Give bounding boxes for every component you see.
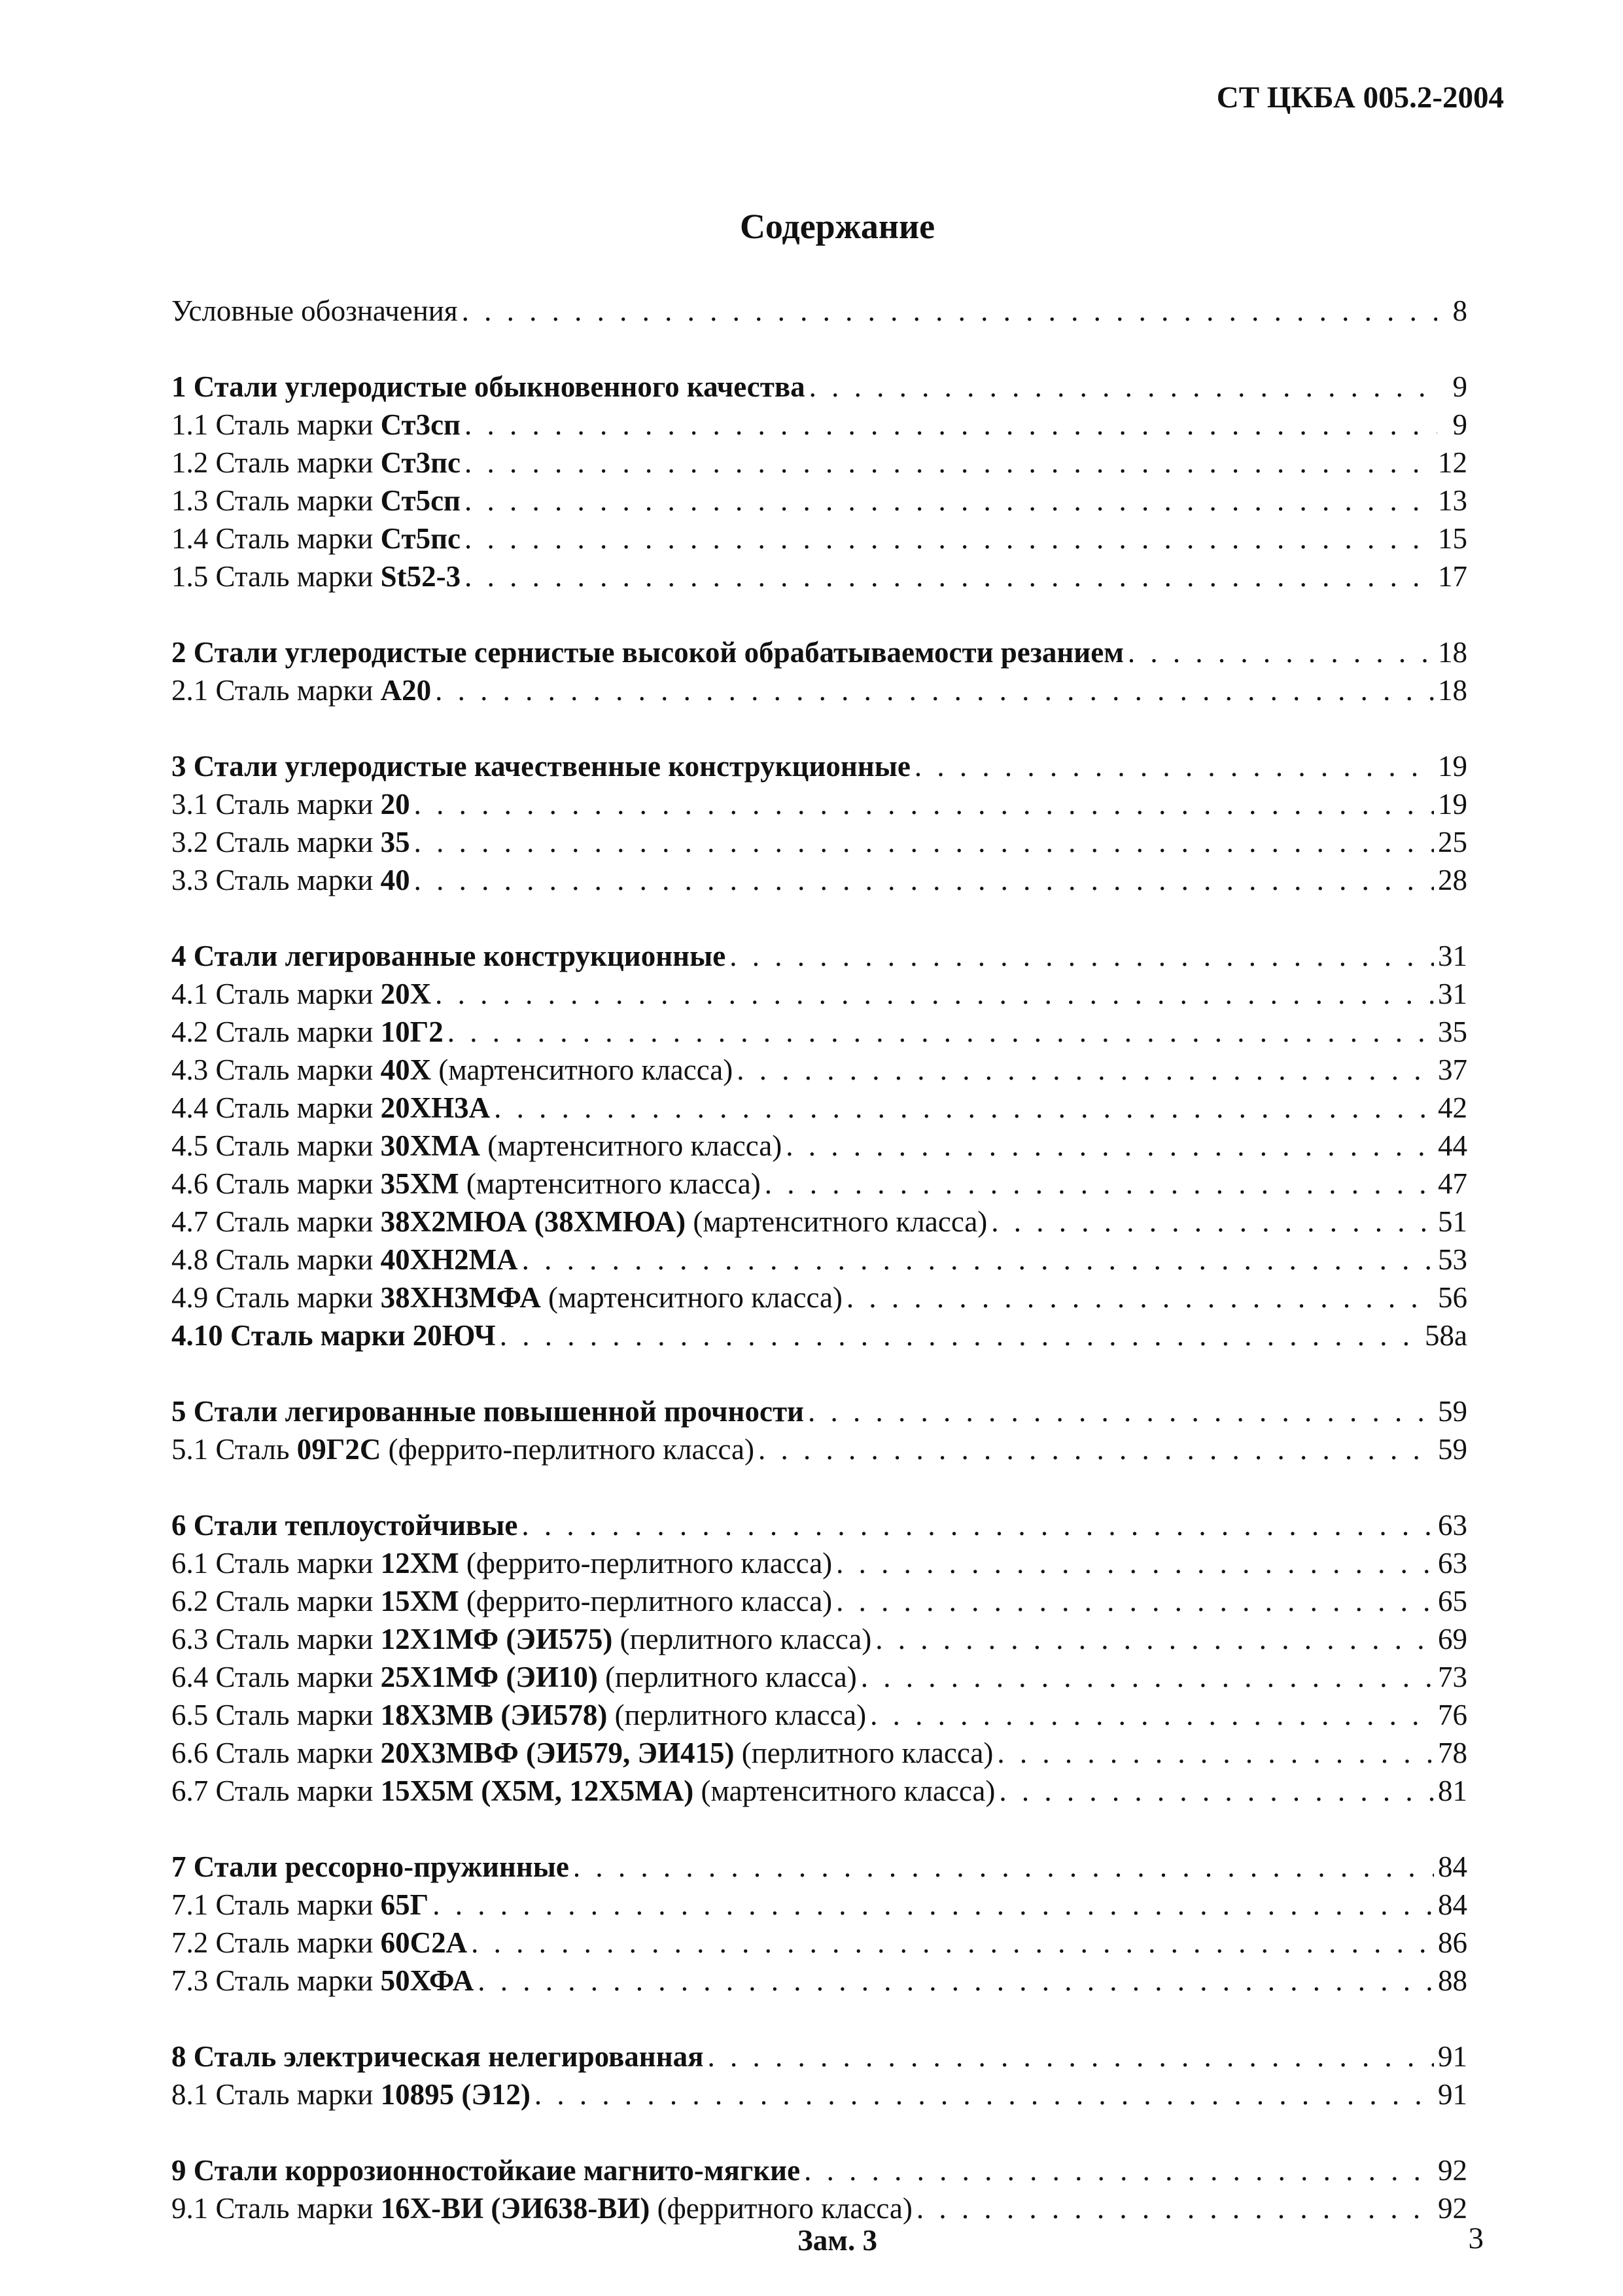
toc-entry-label bbox=[171, 1430, 754, 1468]
toc-entry[interactable] bbox=[171, 557, 1467, 595]
dot-leader bbox=[447, 1013, 1434, 1051]
toc-entry-grade: 15ХМ bbox=[380, 1585, 459, 1617]
dot-leader bbox=[836, 1582, 1434, 1620]
toc-page-number: 31 bbox=[1438, 940, 1467, 972]
toc-entry[interactable] bbox=[171, 1279, 1467, 1316]
toc-page-number: 37 bbox=[1438, 1053, 1467, 1086]
dot-leader bbox=[758, 1430, 1434, 1468]
toc-entry-grade: 38ХН3МФА bbox=[380, 1281, 541, 1314]
toc-page-number: 9 bbox=[1452, 408, 1467, 441]
toc-entry-grade: 10895 (Э12) bbox=[380, 2078, 531, 2111]
toc-page-number: 18 bbox=[1438, 636, 1467, 669]
toc-entry[interactable] bbox=[171, 1013, 1467, 1051]
toc-page-number: 25 bbox=[1438, 826, 1467, 858]
toc-entry-prefix: 8.1 Сталь марки bbox=[171, 2078, 381, 2111]
toc-entry[interactable] bbox=[171, 1658, 1467, 1696]
toc-entry-grade: 12Х1МФ (ЭИ575) bbox=[380, 1623, 613, 1655]
dot-leader bbox=[462, 292, 1437, 330]
toc-page-number: 88 bbox=[1438, 1964, 1467, 1997]
toc-entry-grade: 09Г2С bbox=[296, 1433, 381, 1466]
toc-entry-grade: 25Х1МФ (ЭИ10) bbox=[380, 1661, 598, 1693]
page-number: 3 bbox=[1468, 2221, 1484, 2255]
dot-leader bbox=[915, 747, 1434, 785]
toc-entry-label bbox=[171, 2189, 913, 2227]
toc-entry-grade: 10Г2 bbox=[380, 1016, 444, 1048]
toc-section-entry[interactable] bbox=[171, 633, 1467, 671]
dot-leader bbox=[464, 520, 1434, 557]
toc-section-entry[interactable] bbox=[171, 1848, 1467, 1886]
toc-entry[interactable] bbox=[171, 1962, 1467, 2000]
toc-page-number: 92 bbox=[1438, 2192, 1467, 2225]
toc-entry[interactable] bbox=[171, 1241, 1467, 1279]
dot-leader bbox=[414, 861, 1434, 899]
toc-page-number: 59 bbox=[1438, 1433, 1467, 1466]
toc-entry-suffix: (перлитного класса) bbox=[607, 1699, 867, 1731]
toc-entry[interactable] bbox=[171, 1165, 1467, 1203]
toc-entry-prefix: 6.1 Сталь марки bbox=[171, 1547, 381, 1580]
dot-leader bbox=[478, 1962, 1434, 2000]
toc-page-number: 78 bbox=[1438, 1737, 1467, 1769]
toc-entry-prefix: 1.1 Сталь марки bbox=[171, 408, 381, 441]
toc-entry-prefix: 6.6 Сталь марки bbox=[171, 1737, 381, 1769]
toc-section-entry[interactable] bbox=[171, 1392, 1467, 1430]
dot-leader bbox=[435, 671, 1434, 709]
dot-leader bbox=[836, 1544, 1434, 1582]
toc-page-number: 19 bbox=[1438, 788, 1467, 821]
dot-leader bbox=[521, 1506, 1434, 1544]
toc-entry-grade: 35ХМ bbox=[380, 1167, 459, 1200]
toc-page-number: 19 bbox=[1438, 750, 1467, 783]
toc-entry-label bbox=[171, 1127, 782, 1165]
toc-entry-prefix: 1.2 Сталь марки bbox=[171, 446, 381, 479]
toc-section-entry[interactable] bbox=[171, 747, 1467, 785]
dot-leader bbox=[573, 1848, 1434, 1886]
dot-leader bbox=[729, 937, 1434, 975]
toc-entry-grade: 38Х2МЮА (38ХМЮА) bbox=[380, 1205, 686, 1238]
toc-page-number: 91 bbox=[1438, 2040, 1467, 2073]
toc-entry-prefix: 7.1 Сталь марки bbox=[171, 1888, 381, 1921]
toc-entry-label bbox=[171, 1734, 993, 1772]
toc-entry-label bbox=[171, 2151, 800, 2189]
dot-leader bbox=[464, 557, 1434, 595]
toc-page-number: 12 bbox=[1438, 446, 1467, 479]
toc-entry-label bbox=[171, 444, 461, 482]
toc-entry-label bbox=[171, 1051, 733, 1089]
toc-entry-grade: 7 Стали рессорно-пружинные bbox=[171, 1850, 569, 1883]
toc-page-number: 8 bbox=[1452, 294, 1467, 327]
dot-leader bbox=[534, 2075, 1434, 2113]
toc-entry[interactable] bbox=[171, 1772, 1467, 1810]
toc-entry-grade: 4 Стали легированные конструкционные bbox=[171, 940, 726, 972]
dot-leader bbox=[414, 823, 1434, 861]
toc-page-number: 81 bbox=[1438, 1775, 1467, 1807]
dot-leader bbox=[500, 1316, 1421, 1354]
toc-entry-prefix: 3.2 Сталь марки bbox=[171, 826, 381, 858]
toc-entry-grade: 1 Стали углеродистые обыкновенного качества bbox=[171, 370, 805, 403]
toc-entry-label bbox=[171, 1962, 474, 2000]
toc-entry-prefix: 9.1 Сталь марки bbox=[171, 2192, 381, 2225]
toc-entry-label bbox=[171, 1241, 518, 1279]
toc-page-number: 17 bbox=[1438, 560, 1467, 593]
toc-entry-grade: Ст3пс bbox=[380, 446, 461, 479]
toc-entry-label bbox=[171, 975, 431, 1013]
toc-entry-grade: 35 bbox=[380, 826, 410, 858]
toc-entry-prefix: 4.3 Сталь марки bbox=[171, 1053, 381, 1086]
toc-page-number: 56 bbox=[1438, 1281, 1467, 1314]
toc-section-entry[interactable] bbox=[171, 937, 1467, 975]
toc-page-number: 15 bbox=[1438, 522, 1467, 555]
toc-entry[interactable] bbox=[171, 2075, 1467, 2113]
toc-entry-grade: 15Х5М (Х5М, 12Х5МА) bbox=[380, 1775, 694, 1807]
toc-entry-prefix: 1.4 Сталь марки bbox=[171, 522, 381, 555]
toc-entry-prefix: 6.5 Сталь марки bbox=[171, 1699, 381, 1731]
toc-section-entry[interactable] bbox=[171, 368, 1467, 406]
toc-entry[interactable] bbox=[171, 482, 1467, 520]
dot-leader bbox=[522, 1241, 1434, 1279]
toc-page-number: 35 bbox=[1438, 1016, 1467, 1048]
toc-entry-label bbox=[171, 937, 725, 975]
toc-section-entry[interactable] bbox=[171, 2038, 1467, 2075]
toc-entry-grade: 20 bbox=[380, 788, 410, 821]
toc-entry-grade: Ст5сп bbox=[380, 484, 461, 517]
dot-leader bbox=[804, 2151, 1434, 2189]
dot-leader bbox=[464, 406, 1437, 444]
toc-entry-label bbox=[171, 1506, 517, 1544]
toc-entry[interactable] bbox=[171, 861, 1467, 899]
toc-entry[interactable] bbox=[171, 1582, 1467, 1620]
toc-entry-suffix: (перлитного класса) bbox=[597, 1661, 857, 1693]
toc-entry-label bbox=[171, 292, 458, 330]
toc-entry-suffix: (феррито-перлитного класса) bbox=[381, 1433, 754, 1466]
toc-entry-label bbox=[171, 1544, 832, 1582]
toc-entry-label bbox=[171, 1165, 761, 1203]
toc-entry-label bbox=[171, 1848, 569, 1886]
toc-page-number: 51 bbox=[1438, 1205, 1467, 1238]
dot-leader bbox=[786, 1127, 1434, 1165]
toc-entry-grade: А20 bbox=[380, 674, 432, 707]
toc-entry-prefix: 7.2 Сталь марки bbox=[171, 1926, 381, 1959]
toc-entry[interactable] bbox=[171, 406, 1467, 444]
toc-entry-label bbox=[171, 1316, 496, 1354]
toc-entry-grade: 12ХМ bbox=[380, 1547, 459, 1580]
toc-entry-prefix: 6.7 Сталь марки bbox=[171, 1775, 381, 1807]
toc-entry[interactable] bbox=[171, 1696, 1467, 1734]
toc-entry-prefix: 4.6 Сталь марки bbox=[171, 1167, 381, 1200]
toc-entry-grade: 9 Стали коррозионностойкаие магнито-мягкие bbox=[171, 2154, 801, 2187]
toc-entry-label bbox=[171, 1089, 490, 1127]
dot-leader bbox=[991, 1203, 1434, 1241]
toc-entry-prefix: 4.7 Сталь марки bbox=[171, 1205, 381, 1238]
toc-entry-label bbox=[171, 520, 461, 557]
toc-page-number: 91 bbox=[1438, 2078, 1467, 2111]
toc-entry-label bbox=[171, 482, 461, 520]
toc-section-entry[interactable] bbox=[171, 2151, 1467, 2189]
toc-page-number: 58а bbox=[1425, 1319, 1467, 1352]
toc-entry-label bbox=[171, 1392, 804, 1430]
toc-entry-prefix: 4.8 Сталь марки bbox=[171, 1243, 381, 1276]
toc-entry-prefix: 4.2 Сталь марки bbox=[171, 1016, 381, 1048]
toc-page-number: 65 bbox=[1438, 1585, 1467, 1617]
toc-section-entry[interactable] bbox=[171, 1506, 1467, 1544]
dot-leader bbox=[435, 975, 1434, 1013]
toc-entry-prefix: 6.4 Сталь марки bbox=[171, 1661, 381, 1693]
toc-entry-grade: 40Х bbox=[380, 1053, 432, 1086]
toc-entry-suffix: (феррито-перлитного класса) bbox=[459, 1547, 833, 1580]
toc-entry[interactable] bbox=[171, 1089, 1467, 1127]
toc-page-number: 86 bbox=[1438, 1926, 1467, 1959]
toc-entry-suffix: (мартенситного класса) bbox=[540, 1281, 843, 1314]
dot-leader bbox=[464, 482, 1434, 520]
toc-entry-grade: Ст3сп bbox=[380, 408, 461, 441]
toc-entry-label bbox=[171, 1013, 444, 1051]
toc-entry-prefix: 3.1 Сталь марки bbox=[171, 788, 381, 821]
toc-entry-grade: 20Х3МВФ (ЭИ579, ЭИ415) bbox=[380, 1737, 735, 1769]
dot-leader bbox=[708, 2038, 1435, 2075]
toc-entry-suffix: (ферритного класса) bbox=[650, 2192, 913, 2225]
toc-entry-label bbox=[171, 557, 461, 595]
toc-entry[interactable] bbox=[171, 1430, 1467, 1468]
toc-entry-grade: 3 Стали углеродистые качественные конструкционные bbox=[171, 750, 911, 783]
toc-entry-label bbox=[171, 2038, 704, 2075]
toc-entry-grade: 20ХН3А bbox=[380, 1091, 491, 1124]
doc-code: СТ ЦКБА 005.2-2004 bbox=[1216, 80, 1504, 115]
toc-entry[interactable] bbox=[171, 520, 1467, 557]
toc-page-number: 76 bbox=[1438, 1699, 1467, 1731]
toc-entry-prefix: 6.3 Сталь марки bbox=[171, 1623, 381, 1655]
toc-entry-suffix: (перлитного класса) bbox=[612, 1623, 872, 1655]
toc-entry-label bbox=[171, 368, 805, 406]
dot-leader bbox=[808, 1392, 1434, 1430]
dot-leader bbox=[999, 1772, 1434, 1810]
toc-entry-prefix: 2.1 Сталь марки bbox=[171, 674, 381, 707]
toc-entry-grade: 5 Стали легированные повышенной прочности bbox=[171, 1395, 804, 1428]
toc-entry-grade: Ст5пс bbox=[380, 522, 461, 555]
dot-leader bbox=[997, 1734, 1434, 1772]
toc-entry-prefix: 5.1 Сталь bbox=[171, 1433, 297, 1466]
toc-entry-prefix: 4.1 Сталь марки bbox=[171, 978, 381, 1010]
toc-page-number: 69 bbox=[1438, 1623, 1467, 1655]
toc-section-entry[interactable] bbox=[171, 1316, 1467, 1354]
dot-leader bbox=[870, 1696, 1434, 1734]
toc-entry-suffix: (мартенситного класса) bbox=[480, 1129, 782, 1162]
toc-entry-label bbox=[171, 861, 410, 899]
toc-entry-grade: 40 bbox=[380, 864, 410, 896]
toc-page-number: 13 bbox=[1438, 484, 1467, 517]
toc-entry-grade: 20Х bbox=[380, 978, 432, 1010]
toc-page-number: 84 bbox=[1438, 1888, 1467, 1921]
dot-leader bbox=[809, 368, 1437, 406]
toc-page-number: 28 bbox=[1438, 864, 1467, 896]
toc-entry[interactable] bbox=[171, 444, 1467, 482]
toc-page-number: 31 bbox=[1438, 978, 1467, 1010]
toc-entry-prefix: 1.5 Сталь марки bbox=[171, 560, 381, 593]
toc-entry-label bbox=[171, 406, 461, 444]
toc-entry-label bbox=[171, 1203, 987, 1241]
toc-page-number: 42 bbox=[1438, 1091, 1467, 1124]
dot-leader bbox=[916, 2189, 1434, 2227]
toc-entry[interactable] bbox=[171, 292, 1467, 330]
dot-leader bbox=[432, 1886, 1434, 1924]
toc-entry-grade: 4.10 Сталь марки 20ЮЧ bbox=[171, 1319, 496, 1352]
toc-entry[interactable] bbox=[171, 671, 1467, 709]
toc-entry-label bbox=[171, 785, 410, 823]
revision-note: Зам. 3 bbox=[797, 2224, 877, 2257]
toc-entry[interactable] bbox=[171, 1734, 1467, 1772]
toc-entry[interactable] bbox=[171, 1127, 1467, 1165]
dot-leader bbox=[471, 1924, 1434, 1962]
toc-entry-grade: 8 Сталь электрическая нелегированная bbox=[171, 2040, 704, 2073]
toc-entry-label bbox=[171, 1886, 428, 1924]
toc-page-number: 44 bbox=[1438, 1129, 1467, 1162]
toc-entry-label bbox=[171, 747, 911, 785]
toc-entry[interactable] bbox=[171, 1203, 1467, 1241]
toc-entry-suffix: (перлитного класса) bbox=[734, 1737, 994, 1769]
toc-entry-prefix: 7.3 Сталь марки bbox=[171, 1964, 381, 1997]
toc-entry[interactable] bbox=[171, 1924, 1467, 1962]
toc-entry-label bbox=[171, 2075, 531, 2113]
toc-entry-label bbox=[171, 1772, 995, 1810]
toc-entry-grade: 2 Стали углеродистые сернистые высокой обрабатываемости резанием bbox=[171, 636, 1124, 669]
dot-leader bbox=[765, 1165, 1434, 1203]
toc-page-number: 63 bbox=[1438, 1509, 1467, 1542]
toc-page-number: 18 bbox=[1438, 674, 1467, 707]
toc-entry-grade: 60С2А bbox=[380, 1926, 468, 1959]
toc-entry[interactable] bbox=[171, 1886, 1467, 1924]
toc-entry-grade: St52-3 bbox=[380, 560, 461, 593]
dot-leader bbox=[737, 1051, 1434, 1089]
toc-page-number: 92 bbox=[1438, 2154, 1467, 2187]
page-title: Содержание bbox=[739, 207, 935, 246]
toc-entry-prefix: 3.3 Сталь марки bbox=[171, 864, 381, 896]
toc-entry-grade: 18Х3МВ (ЭИ578) bbox=[380, 1699, 608, 1731]
dot-leader bbox=[494, 1089, 1434, 1127]
toc-page-number: 84 bbox=[1438, 1850, 1467, 1883]
toc-entry-grade: 65Г bbox=[380, 1888, 429, 1921]
toc-entry-label bbox=[171, 1582, 832, 1620]
dot-leader bbox=[464, 444, 1434, 482]
toc-page-number: 59 bbox=[1438, 1395, 1467, 1428]
toc-entry-grade: 40ХН2МА bbox=[380, 1243, 518, 1276]
toc-entry-prefix: 6.2 Сталь марки bbox=[171, 1585, 381, 1617]
toc-page-number: 53 bbox=[1438, 1243, 1467, 1276]
toc-entry-prefix: 4.5 Сталь марки bbox=[171, 1129, 381, 1162]
toc-entry-label bbox=[171, 1658, 857, 1696]
toc-entry-suffix: (мартенситного класса) bbox=[686, 1205, 988, 1238]
toc-entry-prefix: 4.4 Сталь марки bbox=[171, 1091, 381, 1124]
toc-entry-suffix: (феррито-перлитного класса) bbox=[459, 1585, 833, 1617]
toc-entry-suffix: (мартенситного класса) bbox=[431, 1053, 733, 1086]
toc-entry-grade: 30ХМА bbox=[380, 1129, 481, 1162]
toc-entry-prefix: Условные обозначения bbox=[171, 294, 458, 327]
toc-entry-label bbox=[171, 671, 431, 709]
dot-leader bbox=[414, 785, 1434, 823]
toc-entry[interactable] bbox=[171, 1544, 1467, 1582]
toc-entry-suffix: (мартенситного класса) bbox=[459, 1167, 761, 1200]
toc-entry-label bbox=[171, 1696, 866, 1734]
dot-leader bbox=[875, 1620, 1434, 1658]
table-of-contents bbox=[171, 292, 1467, 2227]
toc-page-number: 73 bbox=[1438, 1661, 1467, 1693]
toc-page-number: 9 bbox=[1452, 370, 1467, 403]
dot-leader bbox=[861, 1658, 1434, 1696]
toc-entry[interactable] bbox=[171, 785, 1467, 823]
toc-page-number: 47 bbox=[1438, 1167, 1467, 1200]
toc-entry[interactable] bbox=[171, 975, 1467, 1013]
toc-entry-label bbox=[171, 633, 1124, 671]
toc-entry-prefix: 4.9 Сталь марки bbox=[171, 1281, 381, 1314]
toc-entry-label bbox=[171, 1279, 843, 1316]
toc-entry-grade: 6 Стали теплоустойчивые bbox=[171, 1509, 518, 1542]
toc-entry-prefix: 1.3 Сталь марки bbox=[171, 484, 381, 517]
toc-entry[interactable] bbox=[171, 1051, 1467, 1089]
toc-entry-label bbox=[171, 1924, 467, 1962]
toc-entry-grade: 16Х-ВИ (ЭИ638-ВИ) bbox=[380, 2192, 650, 2225]
toc-entry[interactable] bbox=[171, 1620, 1467, 1658]
toc-entry-suffix: (мартенситного класса) bbox=[693, 1775, 996, 1807]
dot-leader bbox=[846, 1279, 1434, 1316]
toc-entry-label bbox=[171, 1620, 871, 1658]
toc-page-number: 63 bbox=[1438, 1547, 1467, 1580]
toc-entry-label bbox=[171, 823, 410, 861]
dot-leader bbox=[1128, 633, 1434, 671]
toc-entry[interactable] bbox=[171, 2189, 1467, 2227]
toc-entry[interactable] bbox=[171, 823, 1467, 861]
toc-entry-grade: 50ХФА bbox=[380, 1964, 474, 1997]
